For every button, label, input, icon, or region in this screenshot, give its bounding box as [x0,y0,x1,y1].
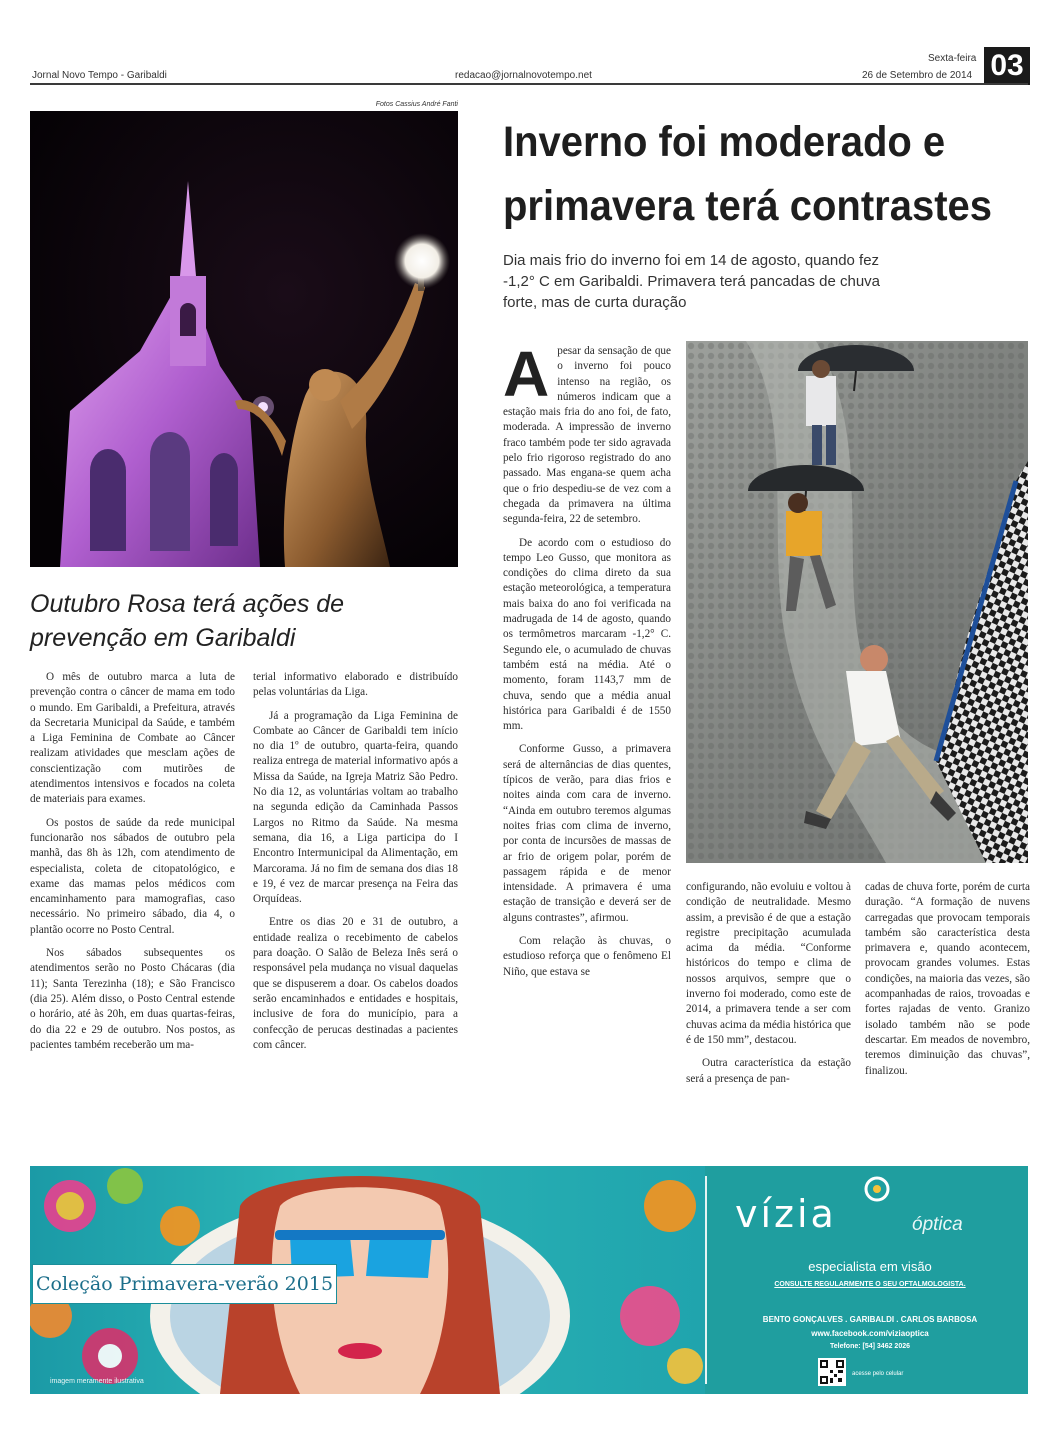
church-night-photo [30,111,458,567]
side-p3: Nos sábados subsequentes os atendimentos serão no Posto Chácaras (dia 11); Santa Terezinha (18); e São Francisco (dia 25). Além disso, o Posto Central estende o horário, até às 20h, em duas quartas-feiras, do dia 22 e 29 de outubro. Nos postos, as pacientes também receberão um ma- [30,947,235,1051]
header-rule [30,83,1028,85]
rain-street-photo [686,341,1028,863]
side-article-col-1 [30,670,235,1061]
main-p1-text: pesar da sensação de que o inverno foi pouco intenso na região, os números indicam que a estação mais fria do ano foi, de fato, moderada. A impressão de inverno fraco também pode ter sido agravada pelo frio rigoroso registrado do ano passado. Mas engana-se quem acha que o frio despediu-se de vez com a chegada da primavera na última segunda-feira, 22 de setembro. [503,345,671,526]
side-p1: O mês de outubro marca a luta de prevenção contra o câncer de mama em todo o mundo. Em Garibaldi, a Prefeitura, através da Secretaria Municipal da Saúde, e também a Liga Feminina de Combate ao Câncer realizam atividades que mesclam ações de conscientização com mutirões de atendimentos intensivos e focados na coleta de materiais para exames. [30,671,235,806]
photo-credit: Fotos Cassius André Fanti [375,101,458,108]
drop-cap: A [503,338,550,410]
main-p7: cadas de chuva forte, porém de curta duração. “A formação de nuvens carregadas que provocam temporais também são característica desta primavera e, quando acontecem, provocam grandes volumes. Estas condições, na maioria das vezes, são acompanhadas de raios, trovoadas e fortes rajadas de vento. Granizo isolado também não se pode descartar. Em meados de novembro, teremos diminuição das chuvas”, finalizou. [865,881,1030,1077]
vizia-logo: vízia [735,1192,837,1236]
main-p1 [503,338,671,528]
main-headline [503,110,994,238]
main-article-col-1 [503,338,671,988]
qr-caption: acesse pelo celular [852,1371,904,1377]
page-number: 03 [984,47,1030,85]
side-article-col-2 [253,670,458,1061]
side-headline: Outubro Rosa terá ações de prevenção em Garibaldi [30,590,345,652]
ad-divider [705,1176,707,1384]
main-p6: Outra característica da estação será a presença de pan- [686,1057,851,1085]
main-article-col-2 [686,880,851,1095]
issue-date: 26 de Setembro de 2014 [862,70,973,81]
collection-badge: Coleção Primavera-verão 2015 [32,1264,337,1304]
main-deck: Dia mais frio do inverno foi em 14 de agosto, quando fez -1,2° C em Garibaldi. Primavera terá pancadas de chuva forte, mas de curta duração [503,252,881,311]
ad-facebook-link[interactable]: www.facebook.com/viziaoptica [811,1329,929,1338]
main-p5: configurando, não evoluiu e voltou à condição de neutralidade. Mesmo assim, a previsão é de que a estação registre precipitação acumulada acima da média. “Conforme históricos do tempo e clima de nossos arquivos, sempre que o inverno foi moderado, como este de 2014, a primavera tende a ser com chuvas acima da média histórica que é de 150 mm”, destacou. [686,881,851,1046]
newsroom-email[interactable]: redacao@jornalnovotempo.net [455,70,592,81]
vizia-logo-subtitle: óptica [912,1214,963,1235]
vizia-logo-ring-icon [862,1174,892,1204]
main-article-col-3 [865,880,1030,1087]
image-disclaimer: imagem meramente ilustrativa [50,1378,144,1385]
ad-tagline: especialista em visão [808,1259,932,1274]
side-p2: Os postos de saúde da rede municipal funcionarão nos sábados de outubro pela manhã, das 8h às 12h, com atendimento de especialista, coleta de citopatológico, e exame das mamas pelos médicos com encaminhamento para mamografias, caso necessário. No primeiro sábado, dia 4, o plantão ocorre no Posto Central. [30,816,235,936]
side-p5: Já a programação da Liga Feminina de Combate ao Câncer de Garibaldi tem início no dia 1º de outubro, quarta-feira, quando realiza entrega de material informativo após a Missa da Saúde, na Igreja Matriz São Pedro. No dia 12, as voluntárias voltam ao trabalho na segunda edição da Caminhada Passos Largos no Ritmo da Saúde. Na mesma semana, dia 16, a Liga participa do I Encontro Intermunicipal da Alimentação, em Marcorama. Já no fim de semana dos dias 18 e 19, é vez de marcar presença na Feira das Orquídeas. [253,709,459,906]
main-p3: Conforme Gusso, a primavera será de alternâncias de dias quentes, típicos de verão, para dias frios e noites ainda com cara de inverno. “Ainda em outubro teremos algumas noites frias com clima de inverno, por conta de incursões de massas de ar frio de origem polar, porém de passagem rápida e de menor intensidade. A primavera é uma estação de transição e deverá ser de alguns contrastes”, afirmou. [503,743,671,924]
side-p4: terial informativo elaborado e distribuído pelas voluntárias da Liga. [253,671,458,699]
main-headline-line-2: primavera terá contrastes [503,182,993,230]
ad-advice: CONSULTE REGULARMENTE O SEU OFTALMOLOGISTA. [774,1281,966,1288]
ad-model-panel [30,1166,705,1394]
main-p4: Com relação às chuvas, o estudioso reforça que o fenômeno El Niño, que estava se [503,934,671,978]
main-p2: De acordo com o estudioso do tempo Leo Gusso, que monitora as condições do clima direto da sua estação meteorológica, a temperatura mais baixa do ano foi verificada na madrugada de 14 de agosto, quando os termômetros marcaram -1,2° C. Segundo ele, o acumulado de chuvas também está na média. Até o momento, foram 1143,7 mm de chuva, sendo que a média anual histórica para Garibaldi é de 1550 mm. [503,536,671,733]
side-p6: Entre os dias 20 e 31 de outubro, a entidade realiza o recebimento de cabelos para doação. O Salão de Beleza Inês será o responsável pela mudança no visual daquelas que se dispuserem a doar. Os cabelos doados serão encaminhados e entidades e hospitais, inclusive de fora do município, para a confecção de perucas destinadas a pacientes com câncer. [253,916,458,1051]
ad-phone: Telefone: [54] 3462 2026 [829,1343,911,1350]
qr-code-icon[interactable] [818,1358,846,1386]
main-headline-line-1: Inverno foi moderado e [503,118,946,166]
newspaper-name: Jornal Novo Tempo - Garibaldi [32,70,167,81]
weekday: Sexta-feira [928,53,977,64]
ad-cities: BENTO GONÇALVES . GARIBALDI . CARLOS BARBOSA [762,1315,978,1324]
